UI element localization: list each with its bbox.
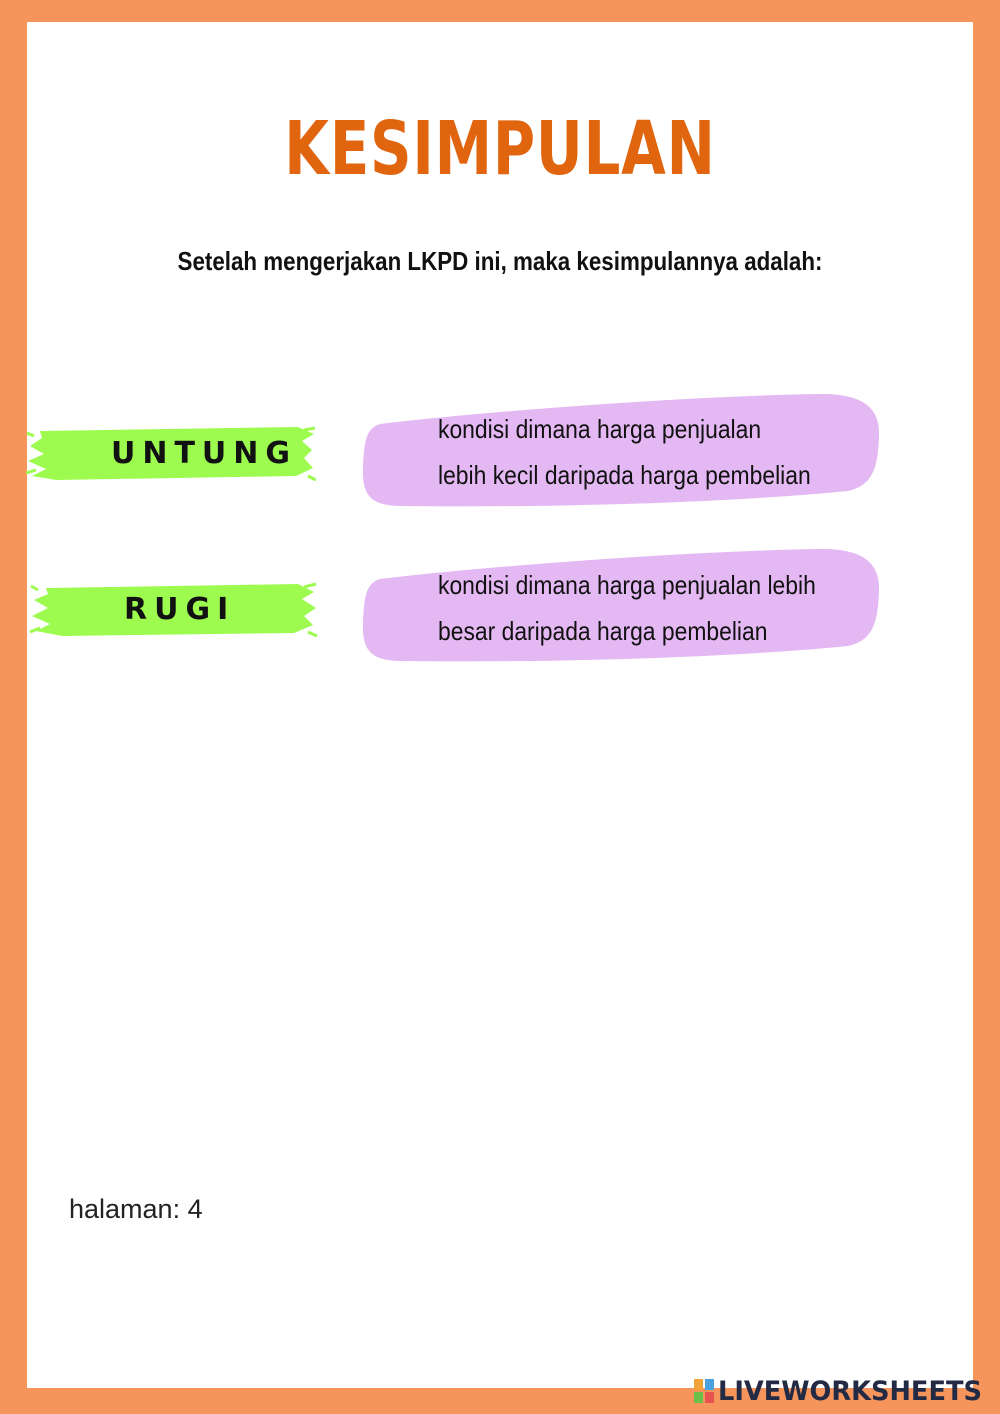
definition-line: lebih kecil daripada harga pembelian (438, 460, 811, 490)
term-label-untung: UNTUNG (111, 436, 298, 471)
page-number: halaman: 4 (69, 1194, 203, 1224)
watermark-text: LIVEWORKSHEETS (718, 1375, 982, 1407)
definition-line: kondisi dimana harga penjualan lebih (438, 570, 816, 600)
watermark (694, 1376, 996, 1406)
definition-line: besar daripada harga pembelian (438, 616, 768, 646)
page-title: KESIMPULAN (284, 106, 716, 192)
term-label-rugi: RUGI (124, 592, 236, 627)
worksheet-page (27, 22, 973, 1388)
page-subtitle: Setelah mengerjakan LKPD ini, maka kesimpulannya adalah: (177, 246, 823, 276)
liveworksheets-logo-icon (694, 1379, 714, 1403)
definition-line: kondisi dimana harga penjualan (438, 414, 762, 444)
